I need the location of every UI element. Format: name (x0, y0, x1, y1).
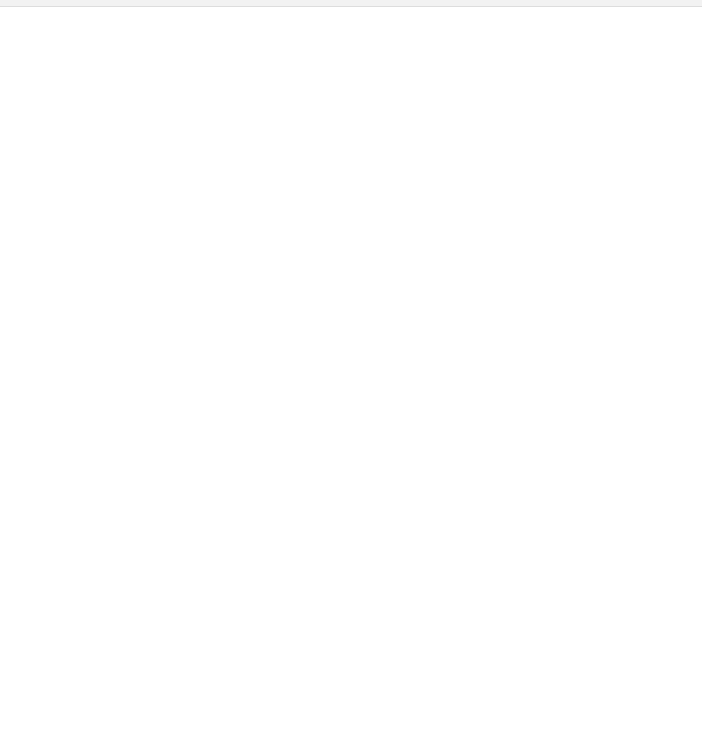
document-title (12, 12, 692, 29)
top-edge-strip (0, 0, 702, 7)
document-body (12, 12, 692, 29)
watermark-logo (170, 330, 530, 410)
